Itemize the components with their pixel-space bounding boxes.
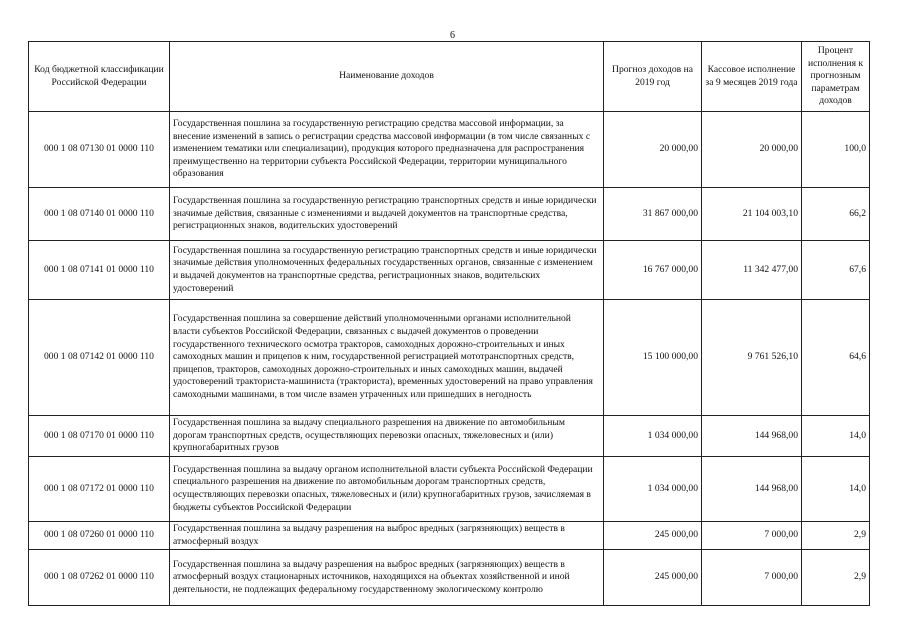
cell-forecast: 31 867 000,00: [604, 188, 702, 241]
cell-actual: 21 104 003,10: [702, 188, 802, 241]
header-forecast: Прогноз доходов на 2019 год: [604, 42, 702, 112]
cell-code: 000 1 08 07262 01 0000 110: [29, 550, 170, 606]
table-row: [29, 188, 870, 241]
cell-code: 000 1 08 07140 01 0000 110: [29, 188, 170, 241]
cell-name: Государственная пошлина за выдачу специального разрешения на движение по автомобильным дорогам транспортных средств, осуществляющих перевозки опасных, тяжеловесных и (или) крупногабаритных грузов: [170, 416, 604, 457]
table-row: [29, 457, 870, 522]
cell-percent: 2,9: [802, 522, 870, 550]
cell-code: 000 1 08 07170 01 0000 110: [29, 416, 170, 457]
header-actual: Кассовое исполнение за 9 месяцев 2019 года: [702, 42, 802, 112]
cell-percent: 64,6: [802, 300, 870, 416]
header-percent: Процент исполнения к прогнозным параметрам доходов: [802, 42, 870, 112]
cell-actual: 11 342 477,00: [702, 241, 802, 300]
cell-name: Государственная пошлина за выдачу разрешения на выброс вредных (загрязняющих) веществ в атмосферный воздух стационарных источников, находящихся на объектах хозяйственной и иной деятельности, не подлежащих федеральному государственному экологическому контролю: [170, 550, 604, 606]
cell-actual: 20 000,00: [702, 112, 802, 188]
table-row: [29, 522, 870, 550]
cell-forecast: 20 000,00: [604, 112, 702, 188]
cell-actual: 144 968,00: [702, 416, 802, 457]
cell-code: 000 1 08 07130 01 0000 110: [29, 112, 170, 188]
cell-actual: 144 968,00: [702, 457, 802, 522]
header-code: Код бюджетной классификации Российской Федерации: [29, 42, 170, 112]
table-row: [29, 416, 870, 457]
cell-forecast: 1 034 000,00: [604, 457, 702, 522]
cell-name: Государственная пошлина за государственную регистрацию транспортных средств и иные юридически значимые действия, связанные с изменениями и выдачей документов на транспортные средства, регистрационных знаков, водительских удостоверений: [170, 188, 604, 241]
cell-code: 000 1 08 07260 01 0000 110: [29, 522, 170, 550]
cell-name: Государственная пошлина за выдачу органом исполнительной власти субъекта Российской Федерации специального разрешения на движение по автомобильным дорогам транспортных средств, осуществляющих перевозки опасных, тяжеловесных и (или) крупногабаритных грузов, зачисляемая в бюджеты субъектов Российской Федерации: [170, 457, 604, 522]
cell-forecast: 15 100 000,00: [604, 300, 702, 416]
cell-code: 000 1 08 07172 01 0000 110: [29, 457, 170, 522]
cell-forecast: 1 034 000,00: [604, 416, 702, 457]
cell-percent: 66,2: [802, 188, 870, 241]
table-row: [29, 550, 870, 606]
cell-forecast: 245 000,00: [604, 550, 702, 606]
table-header-row: [29, 42, 870, 112]
page-number: 6: [450, 30, 455, 41]
cell-percent: 14,0: [802, 457, 870, 522]
cell-forecast: 16 767 000,00: [604, 241, 702, 300]
table-row: [29, 241, 870, 300]
cell-actual: 7 000,00: [702, 550, 802, 606]
cell-forecast: 245 000,00: [604, 522, 702, 550]
cell-actual: 9 761 526,10: [702, 300, 802, 416]
table-row: [29, 112, 870, 188]
cell-percent: 14,0: [802, 416, 870, 457]
cell-name: Государственная пошлина за выдачу разрешения на выброс вредных (загрязняющих) веществ в атмосферный воздух: [170, 522, 604, 550]
cell-percent: 100,0: [802, 112, 870, 188]
cell-code: 000 1 08 07141 01 0000 110: [29, 241, 170, 300]
cell-name: Государственная пошлина за совершение действий уполномоченными органами исполнительной власти субъектов Российской Федерации, связанных с выдачей документов о проведении государственного технического осмотра тракторов, самоходных дорожно-строительных и иных самоходных машин и прицепов к ним, государственной регистрацией мототранспортных средств, прицепов, тракторов, самоходных дорожно-строительных и иных самоходных машин, выдачей удостоверений тракториста-машиниста (тракториста), временных удостоверений на право управления самоходными машинами, в том числе взамен утраченных или пришедших в негодность: [170, 300, 604, 416]
revenue-table: [28, 41, 870, 606]
cell-code: 000 1 08 07142 01 0000 110: [29, 300, 170, 416]
table-row: [29, 300, 870, 416]
header-name: Наименование доходов: [170, 42, 604, 112]
cell-percent: 67,6: [802, 241, 870, 300]
cell-percent: 2,9: [802, 550, 870, 606]
cell-actual: 7 000,00: [702, 522, 802, 550]
cell-name: Государственная пошлина за государственную регистрацию средства массовой информации, за внесение изменений в запись о регистрации средства массовой информации (в том числе связанных с изменением тематики или специализации), продукция которого предназначена для распространения преимущественно на территории субъекта Российской Федерации, территории муниципального образования: [170, 112, 604, 188]
cell-name: Государственная пошлина за государственную регистрацию транспортных средств и иные юридически значимые действия уполномоченных федеральных государственных органов, связанные с изменением и выдачей документов на транспортные средства, регистрационных знаков, водительских удостоверений: [170, 241, 604, 300]
